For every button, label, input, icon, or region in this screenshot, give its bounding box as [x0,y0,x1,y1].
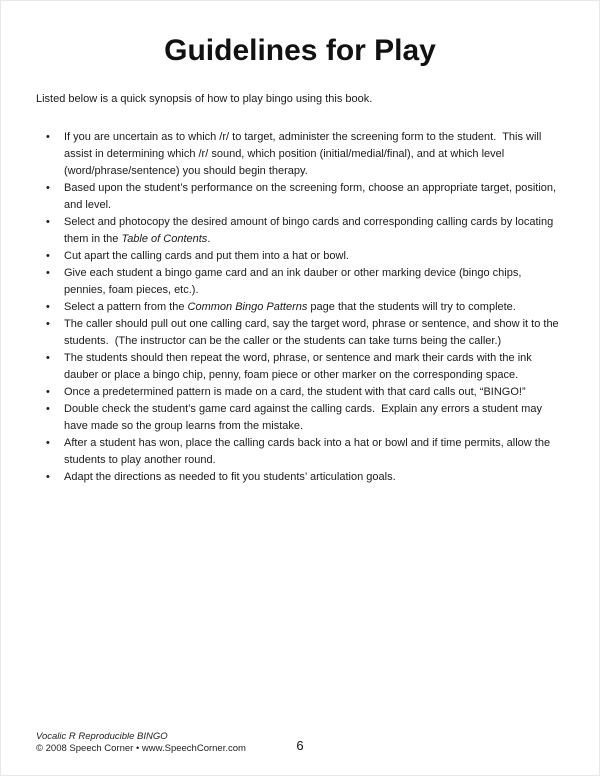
bullet-text-segment: Double check the student’s game card against the calling cards. Explain any errors a student may have made so the group learns from the mistake. [64,403,546,432]
list-item [44,265,566,299]
bullet-text-segment: page that the students will try to complete. [307,301,516,313]
bullet-text-segment: Based upon the student’s performance on the screening form, choose an appropriate target, position, and level. [64,182,560,211]
bullet-text-segment: . [207,233,211,245]
bullet-text-segment: Give each student a bingo game card and an ink dauber or other marking device (bingo chips, pennies, foam pieces, etc.). [64,267,525,296]
copyright-line: © 2008 Speech Corner • www.SpeechCorner.com [36,743,246,754]
intro-text: Listed below is a quick synopsis of how to play bingo using this book. [36,93,373,105]
page-title: Guidelines for Play [164,34,436,67]
bullet-text-italic-segment: Table of Contents [121,233,208,245]
list-item [44,299,566,316]
list-item [44,469,566,486]
guidelines-list [36,129,566,486]
book-title: Vocalic R Reproducible BINGO [36,731,168,742]
page-number: 6 [296,738,304,753]
bullet-text-segment: Adapt the directions as needed to fit you students’ articulation goals. [64,471,396,483]
list-item [44,248,566,265]
bullet-text-italic-segment: Common Bingo Patterns [187,301,308,313]
bullet-text-segment: The caller should pull out one calling card, say the target word, phrase or sentence, and show it to the students. (The instructor can be the caller or the students can take turns being the caller.) [64,318,562,347]
bullet-text-segment: Select a pattern from the [64,301,188,313]
bullet-text-segment: Once a predetermined pattern is made on a card, the student with that card calls out, “BINGO!” [64,386,526,398]
bullet-text-segment: If you are uncertain as to which /r/ to target, administer the screening form to the student. This will assist in determining which /r/ sound, which position (initial/medial/final), and at which level (word/phrase/sentence) you should begin therapy. [64,131,545,177]
list-item [44,180,566,214]
page-footer [36,729,564,755]
list-item [44,401,566,435]
list-item [44,129,566,180]
list-item [44,316,566,350]
list-item [44,214,566,248]
bullet-text-segment: Select and photocopy the desired amount of bingo cards and corresponding calling cards by locating them in the [64,216,557,245]
bullet-text-segment: After a student has won, place the calling cards back into a hat or bowl and if time permits, allow the students to play another round. [64,437,554,466]
bullet-text-segment: Cut apart the calling cards and put them into a hat or bowl. [64,250,349,262]
list-item [44,350,566,384]
list-item [44,384,566,401]
bullet-text-segment: The students should then repeat the word, phrase, or sentence and mark their cards with the ink dauber or place a bingo chip, penny, foam piece or other marker on the corresponding space. [64,352,535,381]
list-item [44,435,566,469]
